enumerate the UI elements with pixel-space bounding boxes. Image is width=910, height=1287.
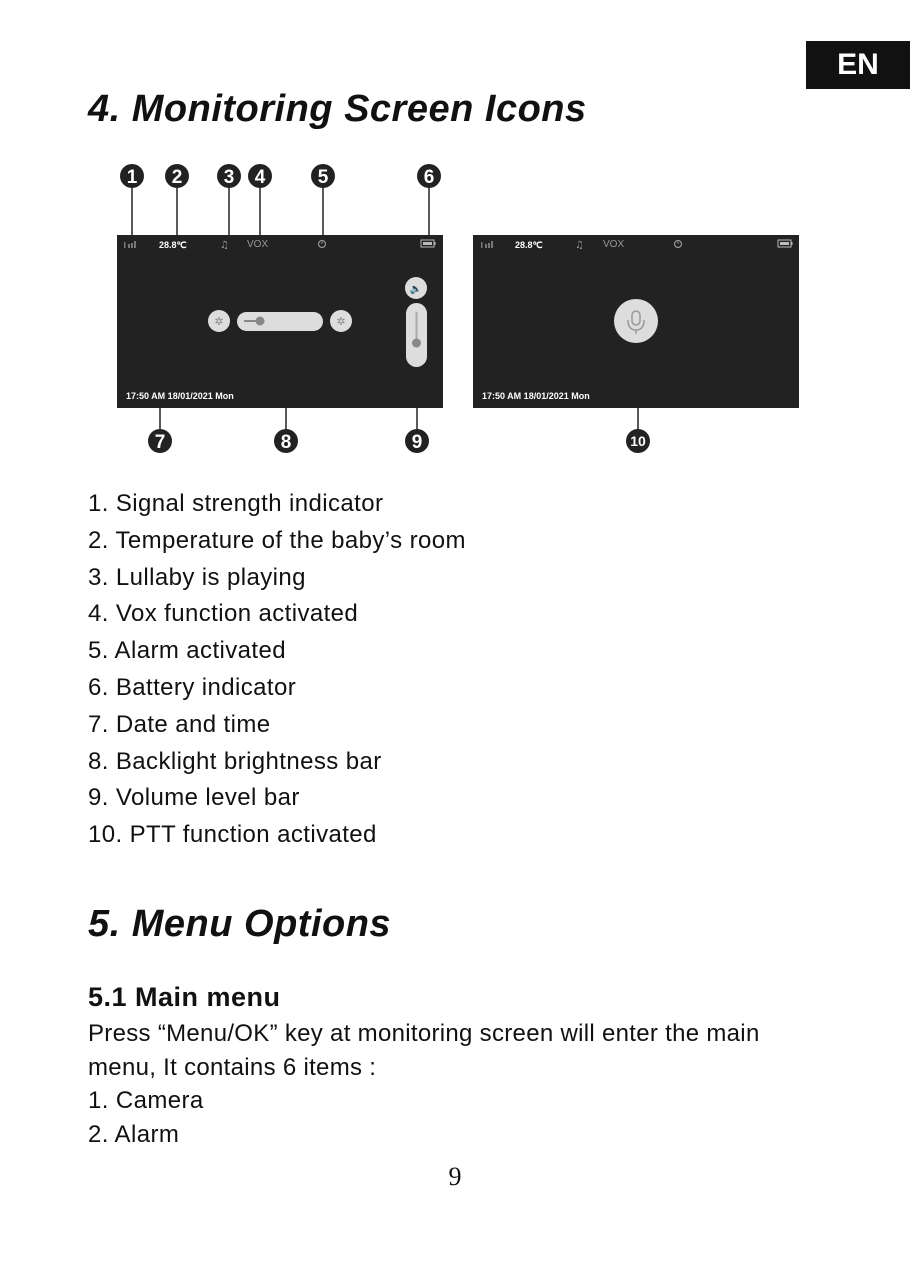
brightness-decrease-icon [208, 310, 230, 332]
list-item: 10. PTT function activated [88, 821, 377, 849]
callout-1 [120, 164, 144, 188]
section-4-title: 4. Monitoring Screen Icons [88, 88, 587, 130]
callout-3 [217, 164, 241, 188]
list-item: 2. Temperature of the baby’s room [88, 526, 466, 554]
callout-5 [311, 164, 335, 188]
list-item: 1. Signal strength indicator [88, 490, 384, 517]
monitoring-screen-left [117, 235, 443, 408]
list-item: 3. Lullaby is playing [88, 563, 306, 591]
brightness-slider-thumb [256, 317, 265, 326]
main-menu-list [88, 1084, 204, 1152]
vox-label: VOX [247, 239, 269, 250]
svg-text:2: 2 [171, 167, 183, 188]
svg-text:✲: ✲ [336, 315, 346, 328]
svg-text:6: 6 [423, 167, 435, 188]
datetime-readout: 17:50 AM 18/01/2021 Mon [482, 391, 590, 401]
main-menu-description: Press “Menu/OK” key at monitoring screen will enter the main menu, It contains 6 items : [88, 1020, 760, 1081]
svg-text:5: 5 [317, 167, 329, 188]
volume-slider-thumb [412, 339, 421, 348]
section-5-1-subtitle: 5.1 Main menu [88, 982, 281, 1012]
callout-2 [165, 164, 189, 188]
svg-text:✲: ✲ [214, 315, 224, 328]
svg-text:🔈: 🔈 [409, 284, 423, 295]
callout-9 [405, 429, 429, 453]
svg-text:8: 8 [280, 432, 292, 453]
callout-10 [626, 429, 650, 453]
list-item: 8. Backlight brightness bar [88, 747, 382, 775]
lullaby-icon: ♫ [220, 240, 229, 251]
list-item: 7. Date and time [88, 710, 271, 738]
lullaby-icon: ♫ [575, 240, 584, 251]
list-item: 5. Alarm activated [88, 637, 286, 665]
list-item: 6. Battery indicator [88, 673, 297, 701]
ptt-microphone-icon [614, 299, 658, 343]
language-badge: EN [806, 41, 910, 89]
svg-text:3: 3 [223, 167, 235, 188]
vox-label: VOX [603, 239, 625, 250]
callout-8 [274, 429, 298, 453]
icon-legend-list [88, 486, 466, 854]
list-item: 4. Vox function activated [88, 600, 359, 628]
list-item: 9. Volume level bar [88, 784, 300, 812]
temperature-readout: 28.8℃ [515, 240, 543, 250]
callout-6 [417, 164, 441, 188]
callout-7 [148, 429, 172, 453]
section-5-title: 5. Menu Options [88, 903, 392, 945]
datetime-readout: 17:50 AM 18/01/2021 Mon [126, 391, 234, 401]
brightness-increase-icon [330, 310, 352, 332]
monitoring-screen-right [473, 235, 799, 408]
temperature-readout: 28.8℃ [159, 240, 187, 250]
svg-text:10: 10 [630, 433, 646, 449]
svg-text:1: 1 [126, 167, 138, 188]
svg-text:4: 4 [254, 167, 266, 188]
callout-4 [248, 164, 272, 188]
list-item: 2. Alarm [88, 1121, 180, 1148]
svg-text:9: 9 [411, 432, 423, 453]
list-item: 1. Camera [88, 1087, 204, 1114]
svg-text:7: 7 [154, 432, 166, 453]
volume-speaker-icon [405, 277, 427, 299]
page-number: 9 [448, 1162, 462, 1191]
